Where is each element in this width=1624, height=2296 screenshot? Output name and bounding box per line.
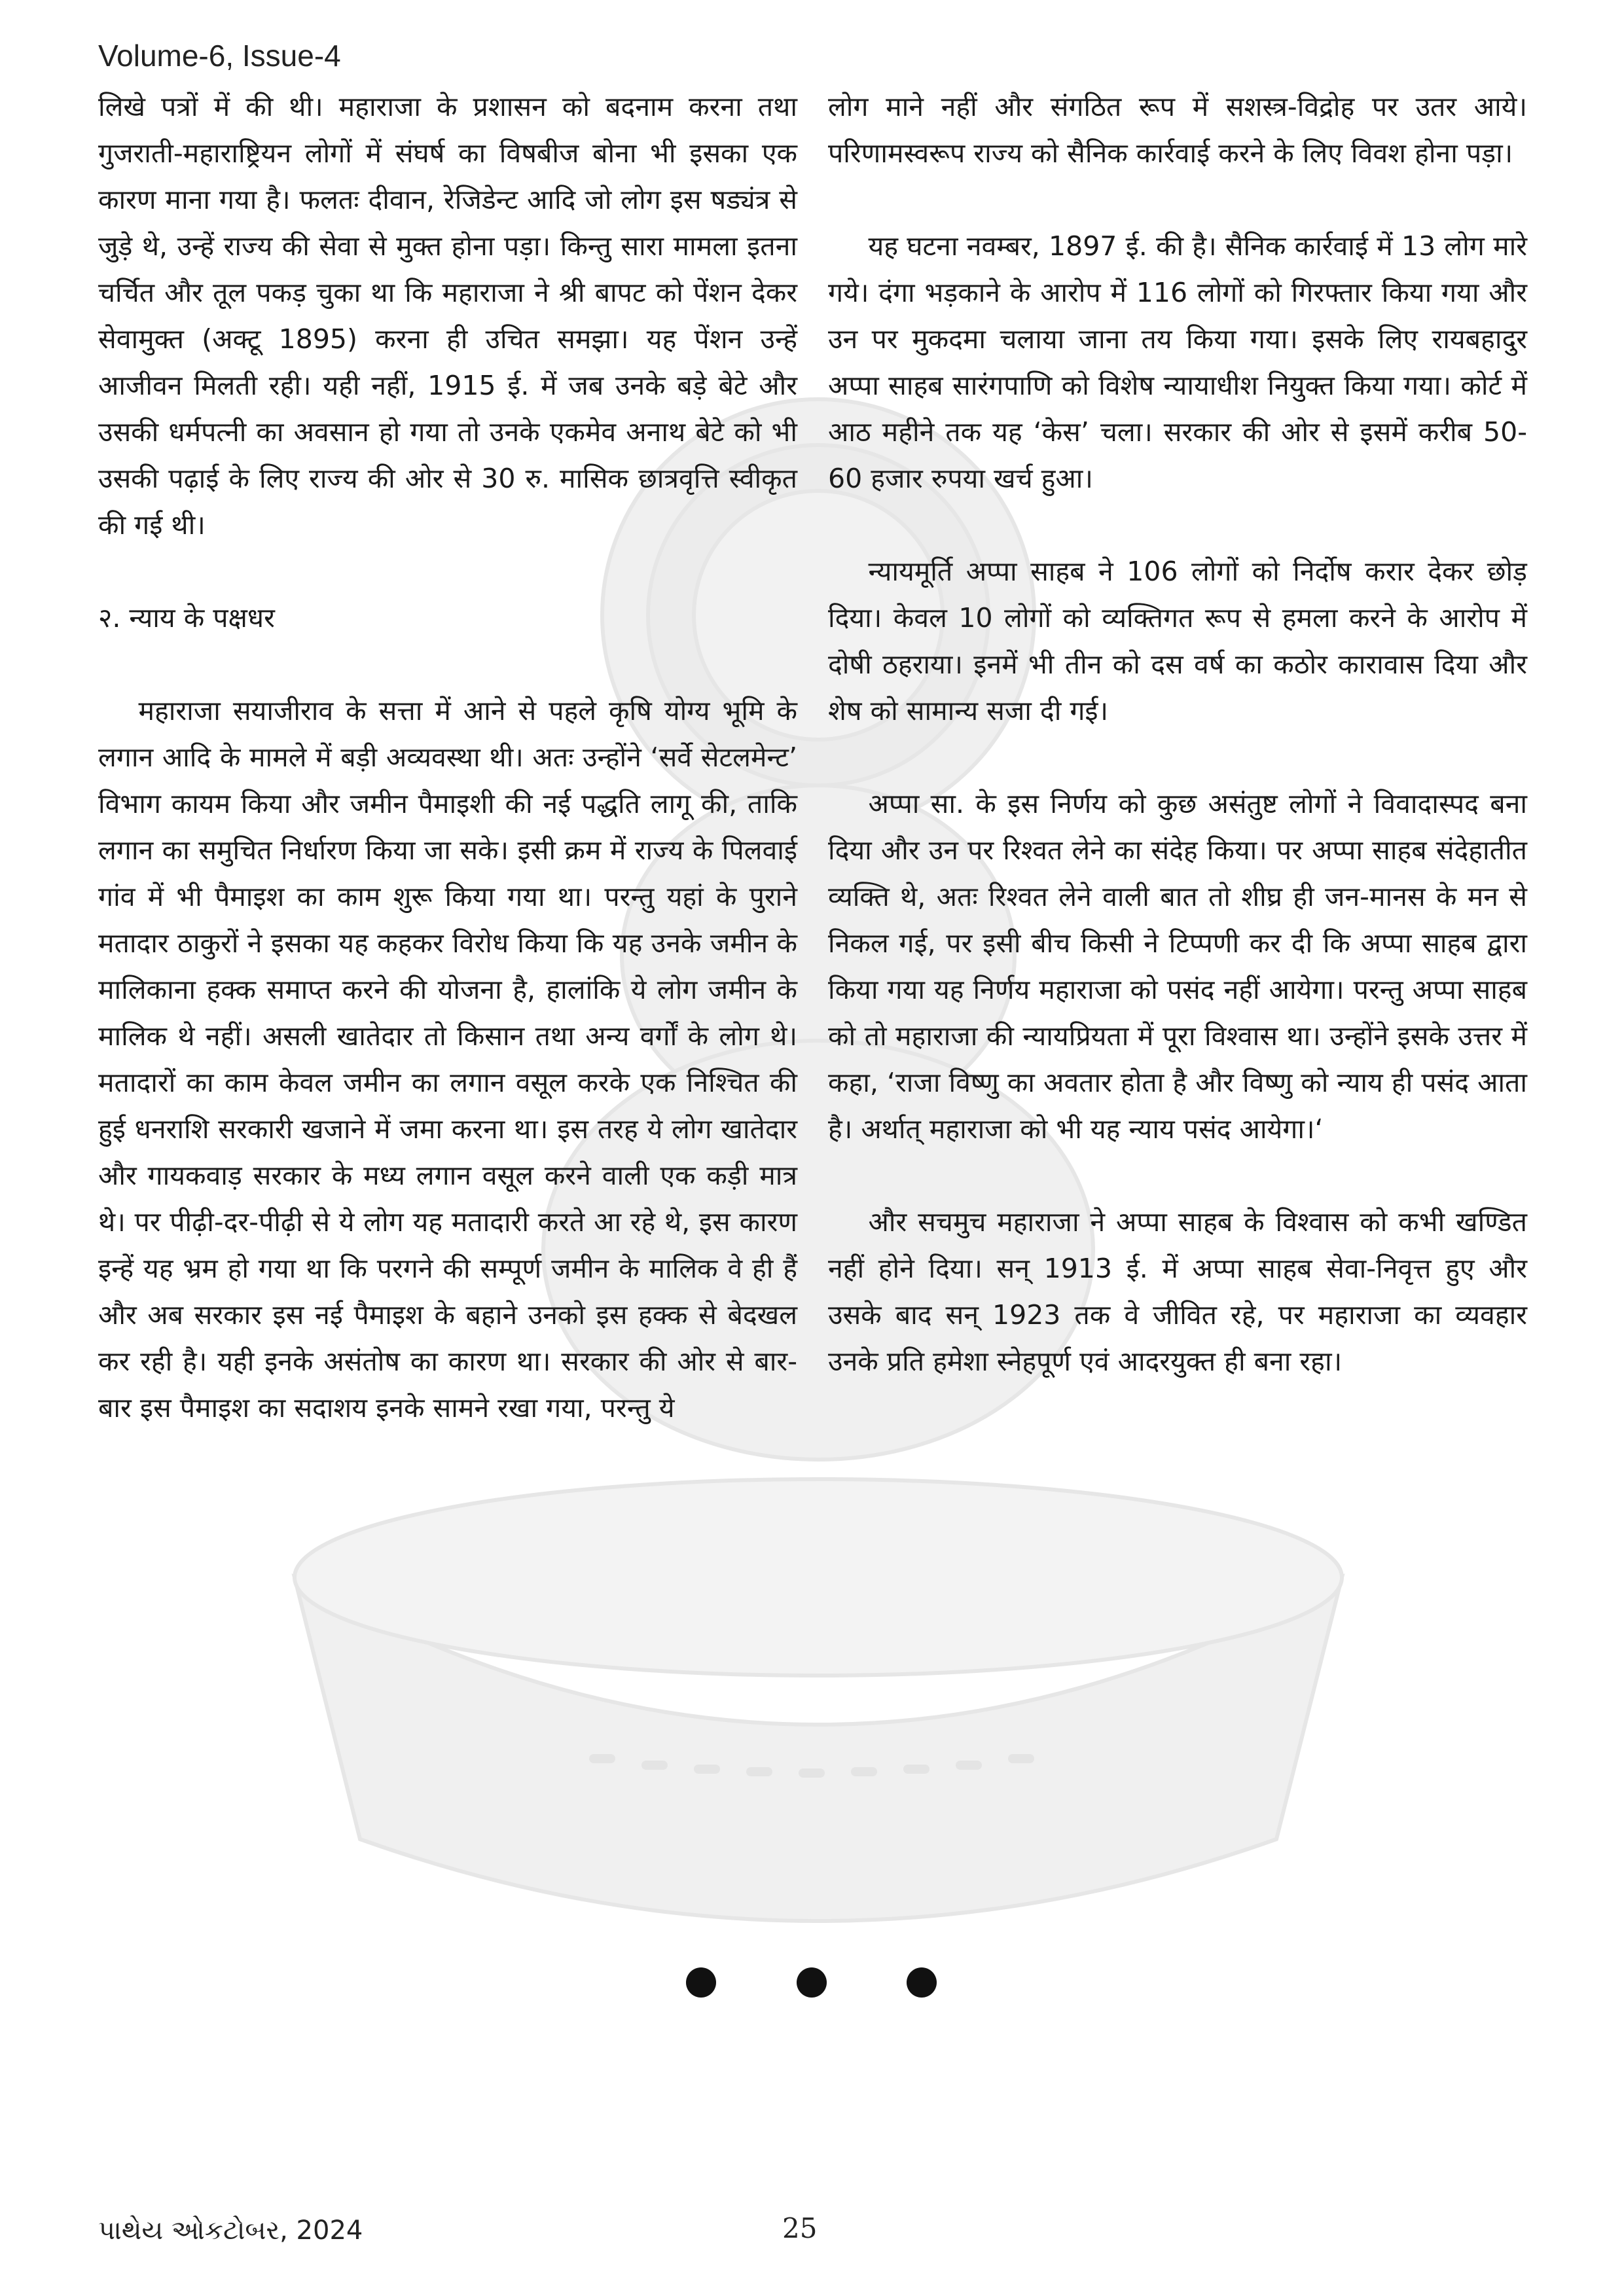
right-column [828, 84, 1527, 1385]
paragraph: लिखे पत्रों में की थी। महाराजा के प्रशासन को बदनाम करना तथा गुजराती-महाराष्ट्रियन लोगों में संघर्ष का विषबीज बोना भी इसका एक कारण माना गया है। फलतः दीवान, रेजिडेन्ट आदि जो लोग इस षड्यंत्र से जुड़े थे, उन्हें राज्य की सेवा से मुक्त होना पड़ा। किन्तु सारा मामला इतना चर्चित और तूल पकड़ चुका था कि महाराजा ने श्री बापट को पेंशन देकर सेवामुक्त (अक्टू 1895) करना ही उचित समझा। यह पेंशन उन्हें आजीवन मिलती रही। यही नहीं, 1915 ई. में जब उनके बड़े बेटे और उसकी धर्मपत्नी का अवसान हो गया तो उनके एकमेव अनाथ बेटे को भी उसकी पढ़ाई के लिए राज्य की ओर से 30 रु. मासिक छात्रवृत्ति स्वीकृत की गई थी। [98, 91, 797, 541]
paragraph: लोग माने नहीं और संगठित रूप में सशस्त्र-विद्रोह पर उतर आये। परिणामस्वरूप राज्य को सैनिक कार्रवाई करने के लिए विवश होना पड़ा। [828, 91, 1527, 169]
paragraph: न्यायमूर्ति अप्पा साहब ने 106 लोगों को निर्दोष करार देकर छोड़ दिया। केवल 10 लोगों को व्यक्तिगत रूप से हमला करने के आरोप में दोषी ठहराया। इनमें भी तीन को दस वर्ष का कठोर कारावास दिया और शेष को सामान्य सजा दी गई। [828, 556, 1527, 726]
section-end-dots [681, 1964, 956, 2003]
page-number: 25 [782, 2212, 818, 2244]
paragraph: अप्पा सा. के इस निर्णय को कुछ असंतुष्ट लोगों ने विवादास्पद बना दिया और उन पर रिश्वत लेने का संदेह किया। पर अप्पा साहब संदेहातीत व्यक्ति थे, अतः रिश्वत लेने वाली बात तो शीघ्र ही जन-मानस के मन से निकल गई, पर इसी बीच किसी ने टिप्पणी कर दी कि अप्पा साहब द्वारा किया गया यह निर्णय महाराजा को पसंद नहीं आयेगा। परन्तु अप्पा साहब को तो महाराजा की न्यायप्रियता में पूरा विश्वास था। उन्होंने इसके उत्तर में कहा, ‘राजा विष्णु का अवतार होता है और विष्णु को न्याय ही पसंद आता है। अर्थात् महाराजा को भी यह न्याय पसंद आयेगा।‘ [828, 788, 1527, 1145]
issue-header: Volume-6, Issue-4 [98, 39, 341, 73]
dot-ornament-icon [907, 1967, 937, 1998]
paragraph: यह घटना नवम्बर, 1897 ई. की है। सैनिक कार्रवाई में 13 लोग मारे गये। दंगा भड़काने के आरोप में 116 लोगों को गिरफ्तार किया गया और उन पर मुकदमा चलाया जाना तय किया गया। इसके लिए रायबहादुर अप्पा साहब सारंगपाणि को विशेष न्यायाधीश नियुक्त किया गया। कोर्ट में आठ महीने तक यह ‘केस’ चला। सरकार की ओर से इसमें करीब 50-60 हजार रुपया खर्च हुआ। [828, 230, 1527, 494]
left-column [98, 84, 797, 1431]
paragraph: महाराजा सयाजीराव के सत्ता में आने से पहले कृषि योग्य भूमि के लगान आदि के मामले में बड़ी अव्यवस्था थी। अतः उन्होंने ‘सर्वे सेटलमेन्ट’ विभाग कायम किया और जमीन पैमाइशी की नई पद्धति लागू की, ताकि लगान का समुचित निर्धारण किया जा सके। इसी क्रम में राज्य के पिलवाई गांव में भी पैमाइश का काम शुरू किया गया था। परन्तु यहां के पुराने मतादार ठाकुरों ने इसका यह कहकर विरोध किया कि यह उनके जमीन के मालिकाना हक्क समाप्त करने की योजना है, हालांकि ये लोग जमीन के मालिक थे नहीं। असली खातेदार तो किसान तथा अन्य वर्गों के लोग थे। मतादारों का काम केवल जमीन का लगान वसूल करके एक निश्चित की हुई धनराशि सरकारी खजाने में जमा करना था। इस तरह ये लोग खातेदार और गायकवाड़ सरकार के मध्य लगान वसूल करने वाली एक कड़ी मात्र थे। पर पीढ़ी-दर-पीढ़ी से ये लोग यह मतादारी करते आ रहे थे, इस कारण इन्हें यह भ्रम हो गया था कि परगने की सम्पूर्ण जमीन के मालिक वे ही हैं और अब सरकार इस नई पैमाइश के बहाने उनको इस हक्क से बेदखल कर रही है। यही इनके असंतोष का कारण था। सरकार की ओर से बार-बार इस पैमाइश का सदाशय इनके सामने रखा गया, परन्तु ये [98, 695, 797, 1424]
journal-footer: પાથેય ઓકટોબર, 2024 [98, 2215, 363, 2246]
paragraph: और सचमुच महाराजा ने अप्पा साहब के विश्वास को कभी खण्डित नहीं होने दिया। सन् 1913 ई. में अप्पा साहब सेवा-निवृत्त हुए और उसके बाद सन् 1923 तक वे जीवित रहे, पर महाराजा का व्यवहार उनके प्रति हमेशा स्नेहपूर्ण एवं आदरयुक्त ही बना रहा। [828, 1206, 1527, 1377]
dot-ornament-icon [686, 1967, 716, 1998]
section-heading: २. न्याय के पक्षधर [98, 602, 275, 634]
dot-ornament-icon [797, 1967, 827, 1998]
